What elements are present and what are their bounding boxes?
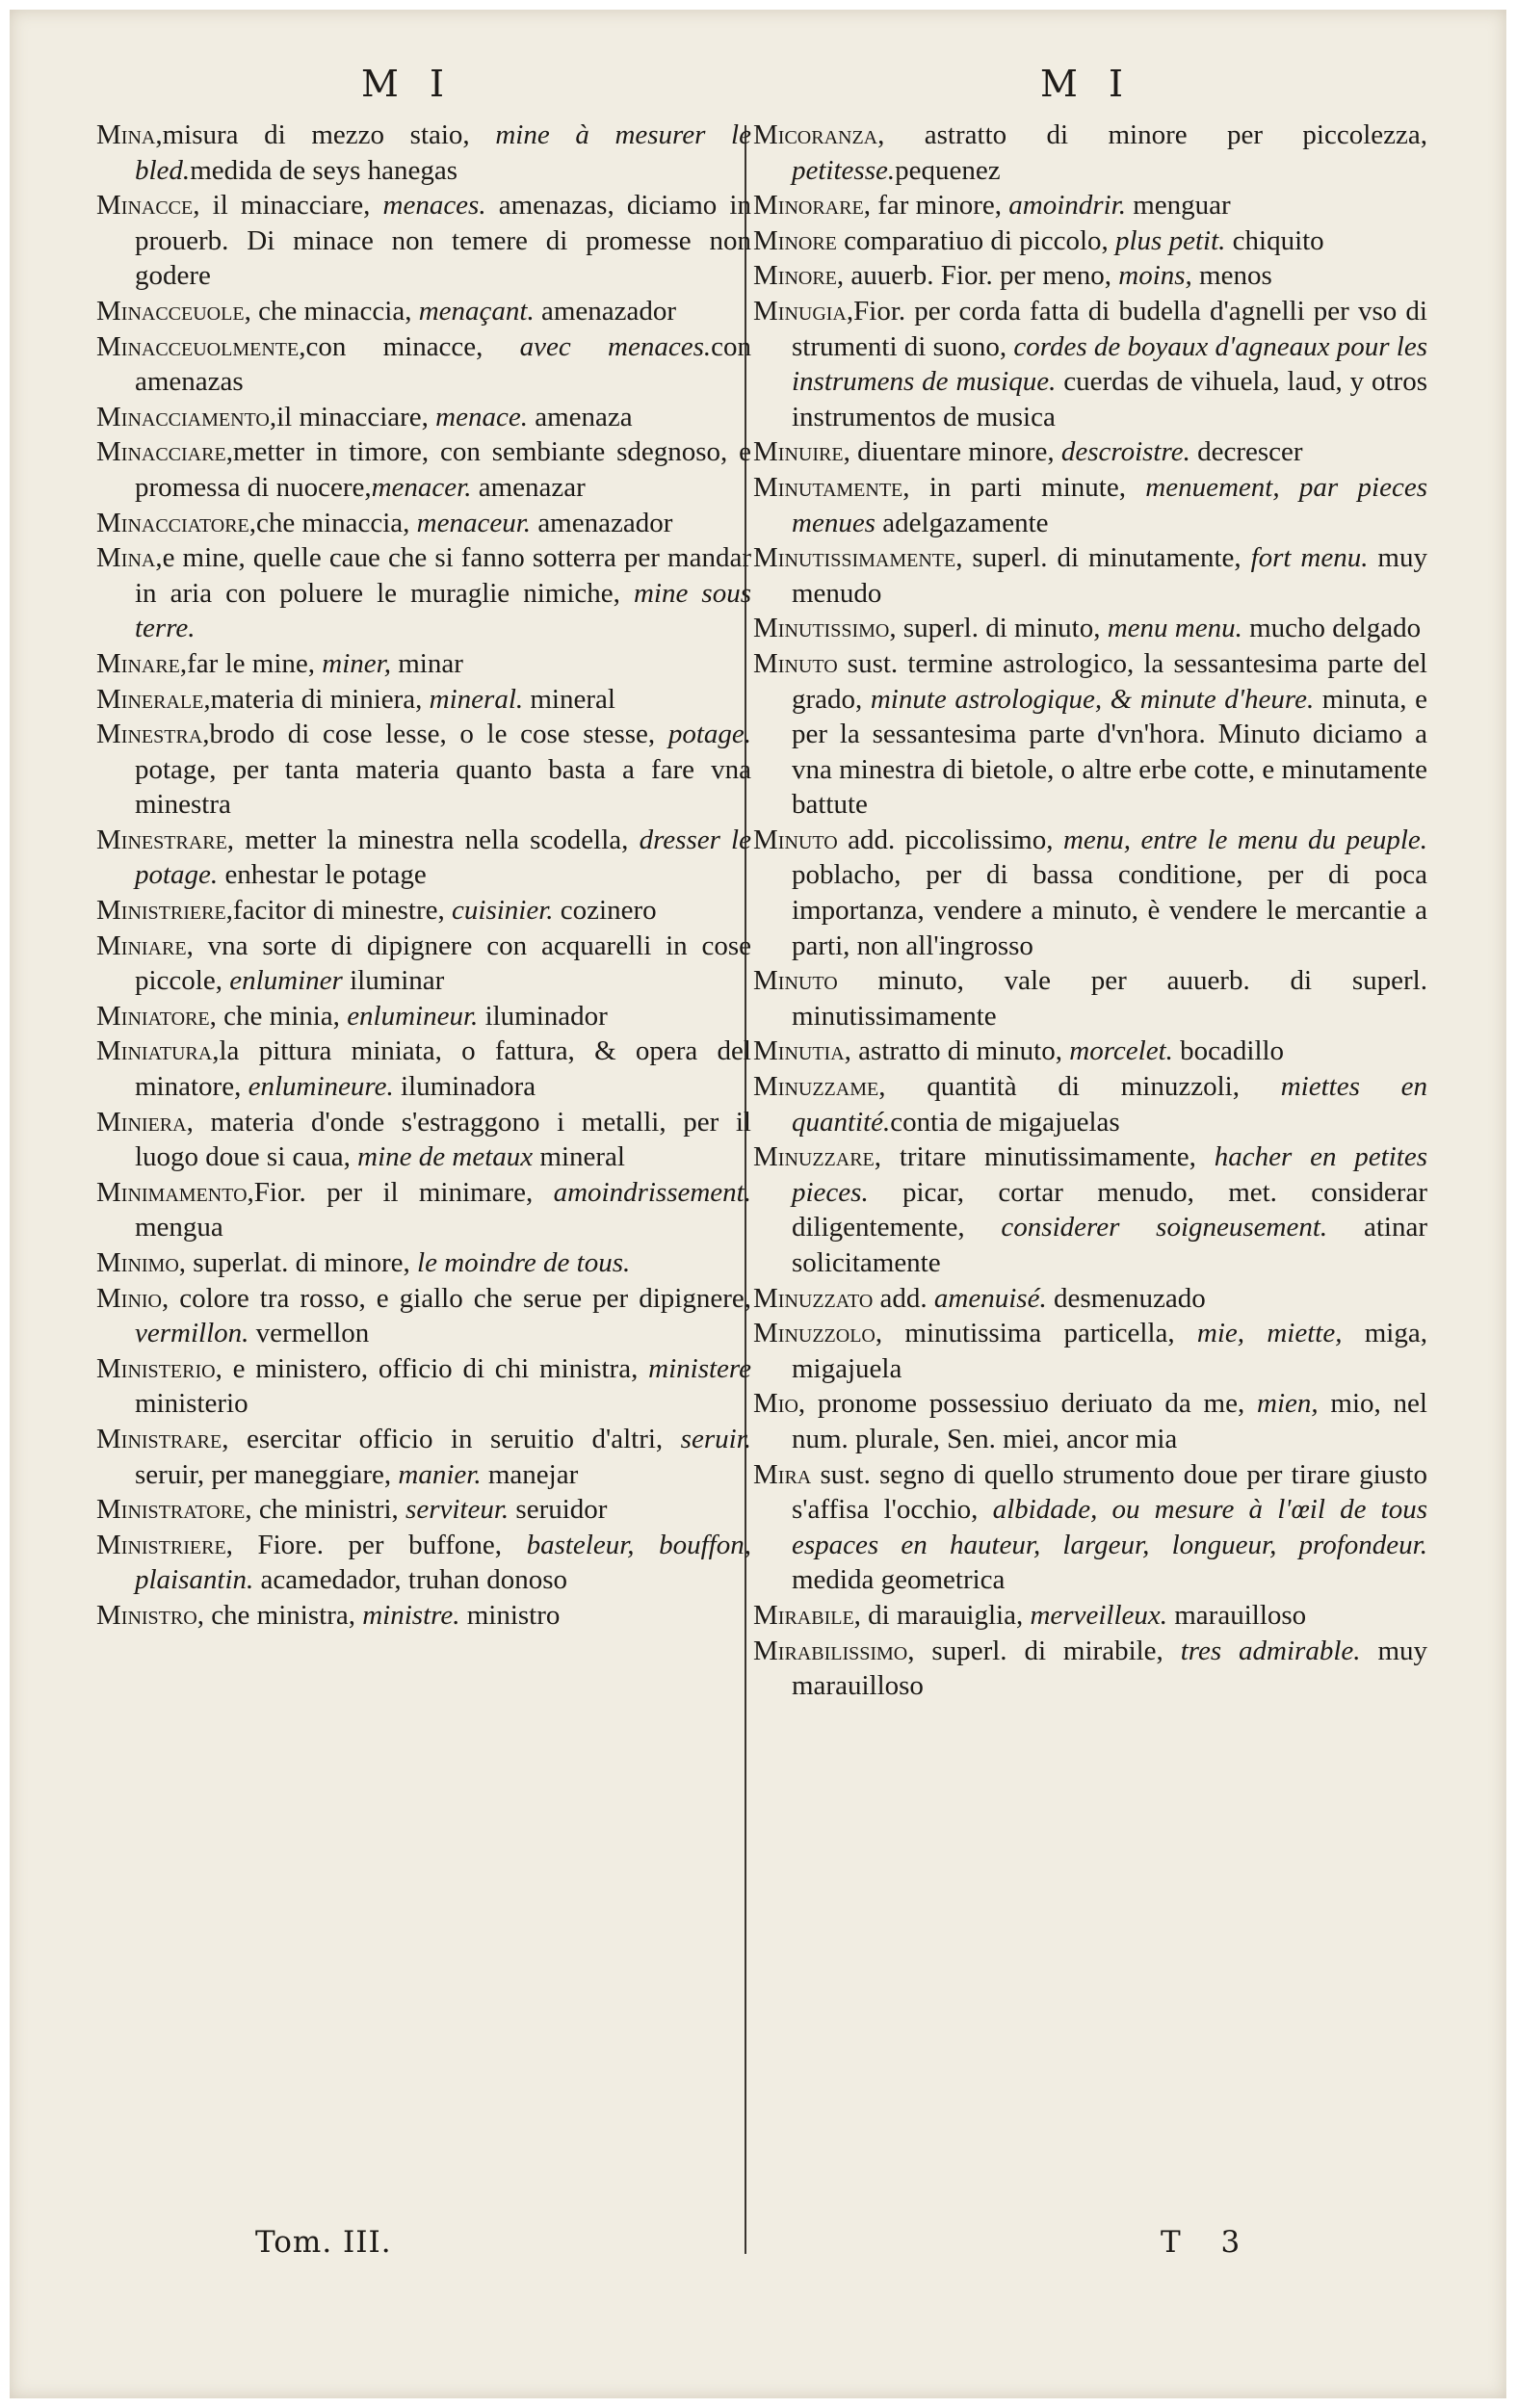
entry-headword: Mina: [96, 119, 156, 150]
entry-spanish-equivalent: iluminador: [478, 1000, 608, 1032]
left-column: [96, 118, 751, 1634]
dictionary-entry: [753, 470, 1427, 540]
entry-headword: Minio: [96, 1282, 162, 1314]
entry-french-equivalent: ministere: [648, 1352, 751, 1384]
entry-headword: Minore: [753, 224, 837, 256]
entry-definition: add.: [873, 1282, 934, 1314]
dictionary-entry: [753, 1034, 1427, 1069]
entry-definition: ,materia di miniera,: [203, 683, 430, 715]
dictionary-entry: [753, 963, 1427, 1034]
entry-definition: , quantità di minuzzoli,: [878, 1071, 1281, 1103]
entry-definition: ,far le mine,: [179, 647, 323, 679]
entry-definition: ,brodo di cose lesse, o le cose stesse,: [202, 719, 668, 750]
dictionary-entry: [96, 506, 751, 541]
entry-spanish-equivalent: iluminar: [342, 965, 445, 997]
entry-headword: Minuzzame: [753, 1071, 879, 1103]
entry-definition: , superlat. di minore,: [178, 1247, 418, 1278]
dictionary-entry: [96, 400, 751, 435]
entry-headword: Minacciamento: [96, 401, 270, 432]
entry-french-equivalent: petitesse.: [792, 154, 896, 186]
entry-headword: Ministerio: [96, 1352, 216, 1384]
entry-headword: Minimamento: [96, 1176, 248, 1208]
entry-french-equivalent: menuement, par pieces menues: [792, 471, 1427, 538]
entry-definition: ,e mine, quelle caue che si fanno sotterra per mandar in aria con poluere le muraglie nimiche,: [135, 542, 751, 609]
entry-definition: , minutissima particella,: [875, 1318, 1197, 1349]
entry-definition: , Fiore. per buffone,: [225, 1529, 527, 1560]
entry-definition: ,il minacciare,: [269, 401, 436, 432]
entry-spanish-equivalent: medida de seys hanegas: [190, 154, 458, 186]
entry-french-equivalent: tres admirable.: [1180, 1635, 1361, 1666]
entry-headword: Mio: [753, 1388, 798, 1420]
entry-headword: Miniatura: [96, 1035, 213, 1067]
entry-spanish-equivalent: ministro: [459, 1599, 561, 1631]
dictionary-entry: [96, 329, 751, 400]
entry-definition: , che minaccia,: [244, 295, 419, 327]
dictionary-entry: [96, 682, 751, 718]
entry-headword: Ministratore: [96, 1494, 246, 1526]
entry-headword: Minuzzare: [753, 1141, 875, 1173]
entry-french-equivalent: le moindre de tous.: [417, 1247, 631, 1278]
entry-definition: , materia d'onde s'estraggono i metalli, per il luogo doue si caua,: [135, 1106, 751, 1173]
entry-headword: Ministrare: [96, 1423, 222, 1454]
dictionary-entry: [96, 1175, 751, 1245]
entry-headword: Minacceuole: [96, 295, 245, 327]
entry-french-equivalent: menu menu.: [1107, 613, 1242, 644]
entry-definition: add. piccolissimo,: [837, 824, 1063, 855]
entry-headword: Mina: [96, 542, 156, 574]
entry-definition: , pronome possessiuo deriuato da me,: [797, 1388, 1258, 1420]
entry-headword: Ministriere: [96, 1529, 226, 1560]
entry-spanish-equivalent: muy marauilloso: [792, 1635, 1428, 1702]
entry-headword: Minore: [753, 260, 837, 292]
entry-spanish-equivalent: cuerdas de vihuela, laud, y otros instrumentos de musica: [792, 366, 1427, 432]
dictionary-entry: [753, 1281, 1427, 1317]
entry-spanish-equivalent: enhestar le potage: [218, 859, 427, 891]
entry-definition: , colore tra rosso, e giallo che serue per dipignere,: [162, 1282, 751, 1314]
entry-french-equivalent: menaçant.: [418, 295, 535, 327]
dictionary-entry: [753, 258, 1427, 294]
entry-french-equivalent: plus petit.: [1115, 224, 1226, 256]
entry-headword: Minutamente: [753, 471, 903, 503]
entry-french-equivalent: avec menaces.: [519, 330, 712, 362]
entry-headword: Mirabile: [753, 1599, 854, 1631]
entry-french-equivalent: enlumineur.: [347, 1000, 479, 1032]
entry-french-equivalent: enlumineure.: [248, 1071, 394, 1103]
entry-french-equivalent: menace.: [435, 401, 528, 432]
entry-spanish-equivalent: manejar: [481, 1458, 579, 1490]
dictionary-entry: [96, 118, 751, 188]
dictionary-entry: [96, 646, 751, 682]
entry-french-equivalent: menaceur.: [416, 507, 532, 538]
entry-spanish-equivalent: seruir, per maneggiare,: [135, 1458, 399, 1490]
entry-french-equivalent: merveilleux.: [1030, 1599, 1167, 1631]
entry-definition: ,che minaccia,: [248, 507, 417, 538]
entry-french-equivalent: considerer soigneusement.: [1001, 1212, 1328, 1243]
dictionary-entry: [96, 1034, 751, 1104]
dictionary-entry: [753, 646, 1427, 823]
entry-spanish-equivalent: amenazas, diciamo in prouerb. Di minace non temere di promesse non godere: [135, 190, 751, 292]
entry-spanish-equivalent: cozinero: [553, 895, 657, 927]
entry-headword: Minacceuolmente: [96, 330, 300, 362]
dictionary-entry: [96, 1281, 751, 1351]
entry-spanish-equivalent: menguar: [1125, 190, 1231, 222]
entry-spanish-equivalent: mineral: [523, 683, 615, 715]
entry-headword: Mirabilissimo: [753, 1635, 908, 1666]
entry-french-equivalent: seruir.: [680, 1423, 751, 1454]
entry-french-equivalent: miettes en quantité.: [792, 1071, 1427, 1138]
dictionary-entry: [753, 540, 1427, 611]
dictionary-entry: [96, 823, 751, 893]
entry-french-equivalent: mine à mesurer le bled.: [135, 119, 751, 186]
dictionary-entry: [96, 1598, 751, 1634]
entry-headword: Minare: [96, 647, 180, 679]
entry-headword: Minuto: [753, 647, 838, 679]
dictionary-entry: [753, 223, 1427, 259]
entry-french-equivalent: menu, entre le menu du peuple.: [1062, 824, 1427, 855]
entry-spanish-equivalent: marauilloso: [1167, 1599, 1307, 1631]
dictionary-entry: [96, 893, 751, 929]
entry-spanish-equivalent: desmenuzado: [1046, 1282, 1206, 1314]
entry-french-equivalent: moins,: [1118, 260, 1192, 292]
entry-spanish-equivalent: miga, migajuela: [792, 1318, 1427, 1384]
entry-headword: Minutia: [753, 1035, 845, 1067]
entry-headword: Minacciare: [96, 436, 226, 468]
entry-headword: Minerale: [96, 683, 204, 715]
dictionary-entry: [96, 434, 751, 505]
entry-headword: Miniera: [96, 1106, 187, 1138]
entry-french-equivalent: morcelet.: [1069, 1035, 1173, 1067]
entry-french-equivalent: basteleur, bouffon, plaisantin.: [135, 1529, 751, 1596]
entry-definition: ,Fior. per corda fatta di budella d'agnelli per vso di strumenti di suono,: [792, 295, 1427, 362]
entry-french-equivalent: amoindrissement.: [553, 1176, 751, 1208]
entry-spanish-equivalent: poblacho, per di bassa conditione, per di poca importanza, vendere a minuto, è vendere le mercantie a parti, non all'ingrosso: [792, 859, 1427, 961]
entry-definition: ,misura di mezzo staio,: [155, 119, 496, 150]
entry-definition: comparatiuo di piccolo,: [836, 224, 1115, 256]
entry-headword: Minuto: [753, 965, 838, 997]
entry-spanish-equivalent: bocadillo: [1172, 1035, 1285, 1067]
entry-french-equivalent: menaces.: [382, 190, 486, 222]
dictionary-entry: [753, 434, 1427, 470]
entry-definition: , che ministra,: [196, 1599, 363, 1631]
entry-definition: , metter la minestra nella scodella,: [226, 824, 640, 855]
entry-headword: Minestra: [96, 719, 203, 750]
entry-definition: ,Fior. per il minimare,: [247, 1176, 554, 1208]
entry-headword: Minuto: [753, 824, 838, 855]
right-column: [753, 118, 1427, 1704]
entry-spanish-equivalent: mengua: [135, 1212, 223, 1243]
dictionary-entry: [753, 1386, 1427, 1456]
entry-headword: Minacce: [96, 190, 194, 222]
dictionary-entry: [753, 118, 1427, 188]
entry-definition: , che ministri,: [245, 1494, 406, 1526]
entry-headword: Minuire: [753, 436, 844, 468]
entry-headword: Minutissimo: [753, 613, 890, 644]
entry-french-equivalent: enluminer: [229, 965, 343, 997]
entry-spanish-equivalent: muy menudo: [792, 542, 1427, 609]
entry-spanish-equivalent: ministerio: [135, 1388, 248, 1420]
entry-french-equivalent: mineral.: [429, 683, 524, 715]
left-running-head: M I: [361, 63, 454, 105]
entry-spanish-equivalent: seruidor: [509, 1494, 608, 1526]
entry-definition: , auuerb. Fior. per meno,: [836, 260, 1119, 292]
entry-headword: Minimo: [96, 1247, 179, 1278]
entry-definition: , il minacciare,: [193, 190, 383, 222]
entry-definition: , far minore,: [863, 190, 1009, 222]
entry-definition: , esercitar officio in seruitio d'altri,: [222, 1423, 681, 1454]
entry-spanish-equivalent: mio, nel num. plurale, Sen. miei, ancor mia: [792, 1388, 1427, 1454]
dictionary-entry: [753, 1598, 1427, 1634]
entry-french-equivalent: potage.: [667, 719, 751, 750]
entry-spanish-equivalent: amenazar: [471, 471, 586, 503]
entry-headword: Minacciatore: [96, 507, 249, 538]
dictionary-entry: [753, 1069, 1427, 1139]
dictionary-entry: [753, 1139, 1427, 1280]
entry-definition: , astratto di minuto,: [844, 1035, 1070, 1067]
entry-spanish-equivalent: potage, per tanta materia quanto basta a fare vna minestra: [135, 753, 751, 821]
entry-spanish-equivalent: decrescer: [1189, 436, 1303, 468]
entry-headword: Miniatore: [96, 1000, 210, 1032]
entry-definition: ,con minacce,: [299, 330, 520, 362]
entry-spanish-equivalent: adelgazamente: [875, 507, 1049, 538]
dictionary-entry: [753, 611, 1427, 646]
entry-spanish-equivalent: acamedador, truhan donoso: [253, 1564, 568, 1596]
entry-spanish-equivalent: chiquito: [1225, 224, 1324, 256]
entry-definition: , e ministero, officio di chi ministra,: [215, 1352, 649, 1384]
entry-spanish-equivalent: amenaza: [527, 401, 633, 432]
dictionary-entry: [96, 294, 751, 329]
dictionary-entry: [96, 540, 751, 646]
entry-spanish-equivalent: minuta, e per la sessantesima parte d'vn'hora. Minuto diciamo a vna minestra di bietole, o altre erbe cotte, e minutamente battute: [792, 683, 1427, 821]
entry-french-equivalent: minute astrologique, & minute d'heure.: [870, 683, 1315, 715]
entry-spanish-equivalent: atinar solicitamente: [792, 1212, 1427, 1278]
entry-definition: , in parti minute,: [902, 471, 1146, 503]
entry-french-equivalent: vermillon.: [135, 1318, 249, 1349]
dictionary-entry: [753, 1457, 1427, 1598]
entry-definition: ,metter in timore, con sembiante sdegnoso, e promessa di nuocere,: [135, 436, 751, 503]
entry-spanish-equivalent: menos: [1191, 260, 1272, 292]
entry-definition: ,facitor di minestre,: [225, 895, 453, 927]
dictionary-entry: [96, 1351, 751, 1422]
dictionary-entry: [96, 1245, 751, 1281]
entry-definition: , che minia,: [209, 1000, 348, 1032]
entry-definition: , di marauiglia,: [853, 1599, 1031, 1631]
dictionary-entry: [96, 717, 751, 823]
entry-french-equivalent: ministre.: [362, 1599, 460, 1631]
entry-spanish-equivalent: medida geometrica: [792, 1564, 1006, 1596]
entry-definition: minuto, vale per auuerb. di superl. minutissimamente: [792, 965, 1427, 1032]
right-running-head: M I: [1040, 63, 1133, 105]
entry-headword: Micoranza: [753, 119, 878, 150]
dictionary-entry: [753, 188, 1427, 223]
dictionary-entry: [753, 294, 1427, 434]
entry-french-equivalent: menacer.: [371, 471, 472, 503]
entry-spanish-equivalent: con amenazas: [135, 330, 751, 398]
dictionary-page: [10, 10, 1506, 2398]
entry-spanish-equivalent: pequenez: [895, 154, 1001, 186]
entry-french-equivalent: dresser le potage.: [135, 824, 751, 891]
entry-headword: Minuzzato: [753, 1282, 874, 1314]
dictionary-entry: [753, 823, 1427, 963]
entry-definition: , superl. di mirabile,: [907, 1635, 1181, 1666]
dictionary-entry: [96, 1528, 751, 1598]
entry-spanish-equivalent: picar, cortar menudo, met. considerar diligentemente,: [792, 1176, 1427, 1243]
entry-french-equivalent: mine de metaux: [357, 1141, 534, 1173]
entry-spanish-equivalent: amenazador: [534, 295, 677, 327]
entry-headword: Minorare: [753, 190, 864, 222]
entry-definition: , vna sorte di dipignere con acquarelli in cose piccole,: [135, 929, 751, 997]
entry-spanish-equivalent: vermellon: [248, 1318, 370, 1349]
entry-definition: , superl. di minuto,: [889, 613, 1108, 644]
entry-headword: Mira: [753, 1458, 812, 1490]
entry-headword: Miniare: [96, 929, 187, 961]
gathering-signature: T 3: [1161, 2225, 1256, 2260]
entry-definition: ,la pittura miniata, o fattura, & opera del minatore,: [135, 1035, 751, 1103]
entry-headword: Minuzzolo: [753, 1318, 876, 1349]
dictionary-entry: [96, 999, 751, 1034]
entry-french-equivalent: fort menu.: [1250, 542, 1369, 574]
entry-headword: Minugia: [753, 295, 847, 327]
entry-french-equivalent: descroistre.: [1060, 436, 1190, 468]
entry-french-equivalent: manier.: [398, 1458, 482, 1490]
dictionary-entry: [96, 929, 751, 999]
entry-french-equivalent: miner,: [322, 647, 391, 679]
entry-french-equivalent: amenuisé.: [933, 1282, 1047, 1314]
entry-definition: , tritare minutissimamente,: [874, 1141, 1215, 1173]
entry-french-equivalent: cuisinier.: [452, 895, 554, 927]
volume-signature: Tom. III.: [255, 2225, 392, 2260]
entry-headword: Minutissimamente: [753, 542, 956, 574]
entry-french-equivalent: mien,: [1257, 1388, 1319, 1420]
entry-definition: sust. segno di quello strumento doue per tirare giusto s'affisa l'occhio,: [792, 1458, 1427, 1526]
dictionary-entry: [96, 1492, 751, 1528]
dictionary-entry: [96, 1105, 751, 1175]
entry-headword: Minestrare: [96, 824, 227, 855]
entry-french-equivalent: mine sous terre.: [135, 577, 751, 644]
dictionary-entry: [96, 188, 751, 294]
entry-french-equivalent: hacher en petites pieces.: [792, 1141, 1427, 1208]
entry-definition: , astratto di minore per piccolezza,: [877, 119, 1427, 150]
entry-headword: Ministro: [96, 1599, 197, 1631]
entry-spanish-equivalent: iluminadora: [393, 1071, 536, 1103]
entry-french-equivalent: cordes de boyaux d'agneaux pour les instrumens de musique.: [792, 330, 1427, 398]
entry-spanish-equivalent: contia de migajuelas: [890, 1106, 1120, 1138]
entry-definition: , superl. di minutamente,: [955, 542, 1251, 574]
entry-spanish-equivalent: minar: [390, 647, 463, 679]
entry-spanish-equivalent: mineral: [533, 1141, 625, 1173]
dictionary-entry: [753, 1634, 1427, 1704]
entry-spanish-equivalent: amenazador: [531, 507, 673, 538]
dictionary-entry: [753, 1316, 1427, 1386]
entry-french-equivalent: albidade, ou mesure à l'œil de tous espaces en hauteur, largeur, longueur, profondeur.: [792, 1494, 1427, 1560]
dictionary-entry: [96, 1422, 751, 1492]
entry-definition: sust. termine astrologico, la sessantesima parte del grado,: [792, 647, 1427, 715]
entry-french-equivalent: serviteur.: [405, 1494, 510, 1526]
entry-french-equivalent: amoindrir.: [1008, 190, 1126, 222]
entry-definition: , diuentare minore,: [843, 436, 1061, 468]
entry-headword: Ministriere: [96, 895, 226, 927]
entry-french-equivalent: mie, miette,: [1196, 1318, 1343, 1349]
entry-spanish-equivalent: mucho delgado: [1242, 613, 1422, 644]
